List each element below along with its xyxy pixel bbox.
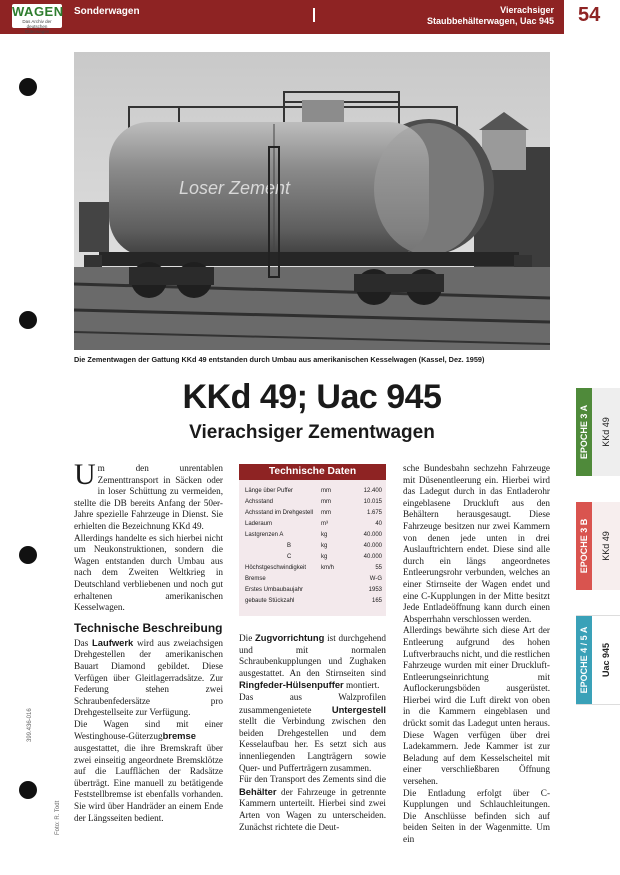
row-label: B bbox=[287, 543, 292, 549]
behaelter-paragraph bbox=[239, 774, 386, 833]
logo-text: WAGEN bbox=[12, 4, 64, 19]
row-label: gebaute Stückzahl bbox=[245, 598, 295, 604]
row-label: C bbox=[287, 554, 292, 560]
bremse-paragraph bbox=[74, 719, 223, 824]
epoch-value: KKd 49 bbox=[601, 417, 611, 447]
text-run: Das bbox=[74, 637, 93, 648]
page-number: 54 bbox=[578, 4, 601, 26]
table-row bbox=[245, 499, 382, 509]
text-run: stellt die Verbindung zwischen den beiden Drehgestellen und dem Kesselaufbau her. Es setzt sich aus innenliegenden Langträgern sowie Quer- und Pufferträgern zusammen. bbox=[239, 716, 386, 773]
epoch-label: EPOCHE 3 A bbox=[579, 404, 589, 460]
photo-caption: Die Zementwagen der Gattung KKd 49 entstanden durch Umbau aus amerikanischen Kesselwagen (Kassel, Dez. 1959) bbox=[74, 355, 485, 364]
tank-lettering: Loser Zement bbox=[179, 178, 291, 198]
row-label: Laderaum bbox=[245, 521, 273, 527]
row-unit: mm bbox=[321, 499, 331, 505]
drop-cap: U bbox=[74, 458, 96, 491]
paragraph: sche Bundesbahn sechzehn Fahrzeuge mit Düsenentleerung ein. Hierbei wird das Ladegut durch in das Entladerohr eingeblasene Druckluft aus den Behältern herausgesaugt. Diese Fahrzeuge besitzen nur zwei Kammern von denen jede unten in drei Auslauftrichtern endet. Diese sind alle durch ein längs angeordnetes Entleerungsrohr verbunden, welches an einer Stirnseite der Wagen endet und eine C-Kupplungen in der Mitte besitzt Jede Entladeöffnung kann durch einen Absperrhahn verschlossen werden. bbox=[403, 463, 550, 624]
row-label: Achsstand bbox=[245, 499, 274, 505]
bold-term: Laufwerk bbox=[92, 636, 134, 648]
row-label: Lastgrenzen A bbox=[245, 532, 284, 538]
catalog-code: 399.436-016 bbox=[27, 708, 33, 742]
intro-paragraph bbox=[74, 458, 223, 533]
epoch-tab-3a[interactable] bbox=[576, 388, 620, 476]
table-row bbox=[245, 488, 382, 498]
section-title: Sonderwagen bbox=[74, 6, 140, 17]
row-unit: km/h bbox=[321, 565, 335, 571]
bold-term: Behälter bbox=[239, 785, 277, 797]
untergestell-paragraph bbox=[239, 692, 386, 774]
row-label: Bremse bbox=[245, 576, 266, 582]
row-unit: kg bbox=[321, 532, 328, 538]
text-run: ist durchgehend und mit normalen Schraubenkupplungen und Zughaken ausgestattet. An den Stirnseiten sind bbox=[239, 633, 386, 678]
intro-paragraph-2: Allerdings handelte es sich hierbei nicht um Neukonstruktionen, sondern die Wagen entstanden durch Umbau aus nach dem Zweiten Weltkrieg in Deutschland verbliebenen und noch gut erhaltenen amerikanischen Kesselwagen. bbox=[74, 532, 223, 613]
header-right-line1: Vierachsiger bbox=[500, 5, 554, 15]
row-value: 40 bbox=[375, 521, 382, 527]
table-row bbox=[245, 565, 382, 575]
text-run: Das aus Walzprofilen zusammengenietete bbox=[239, 691, 386, 715]
row-value: 40.000 bbox=[363, 532, 382, 538]
row-unit: m³ bbox=[321, 521, 328, 527]
page-header bbox=[0, 0, 620, 34]
bold-term: Ringfeder-Hülsenpuffer bbox=[239, 679, 344, 691]
epoch-tab-3b[interactable] bbox=[576, 502, 620, 590]
table-row bbox=[245, 521, 382, 531]
row-value: W-G bbox=[369, 576, 382, 582]
epoch-value: KKd 49 bbox=[601, 531, 611, 561]
epoch-accent bbox=[576, 616, 592, 704]
epoch-label: EPOCHE 4 / 5 A bbox=[579, 626, 589, 694]
text-run: Die bbox=[239, 633, 256, 643]
wagon-photo bbox=[74, 52, 550, 350]
epoch-accent bbox=[576, 388, 592, 476]
row-value: 55 bbox=[375, 565, 382, 571]
photo-credit: Foto: R. Todt bbox=[55, 800, 61, 835]
table-row bbox=[245, 543, 382, 553]
table-row bbox=[245, 598, 382, 608]
binder-hole bbox=[19, 546, 37, 564]
paragraph: Allerdings bewährte sich diese Art der Entleerung aufgrund des hohen Luftverbrauchs nicht, und die restlichen Fahrzeuge wurden mit einer Druckluft-Entleerungseinrichtung mit Auflockerungsböden ausgerüstet. Hierbei wird die Luft direkt von oben in die Kammern eingeblasen und drückt somit das Ladegut unten heraus. Diese Wagen verfügen über drei Ladekammern. Jede Kammer ist zur Beladung auf dem Kesselscheitel mit einer verschließbaren Öffnung versehen. bbox=[403, 625, 550, 787]
row-value: 10.015 bbox=[363, 499, 382, 505]
row-value: 40.000 bbox=[363, 543, 382, 549]
row-label: Länge über Puffer bbox=[245, 488, 293, 494]
text-run: Die Wagen sind mit einer Westinghouse-Güterzug bbox=[74, 718, 223, 742]
row-value: 1.675 bbox=[366, 510, 382, 516]
epoch-label: EPOCHE 3 B bbox=[579, 518, 589, 574]
row-unit: mm bbox=[321, 510, 331, 516]
text-run: der Fahrzeuge in getrennte Kammern unterteilt. Hierbei sind zwei Arten von Wagen zu unterscheiden. Zunächst richtete die Deut- bbox=[239, 786, 386, 832]
table-row bbox=[245, 576, 382, 586]
row-value: 40.000 bbox=[363, 554, 382, 560]
row-value: 1953 bbox=[368, 587, 382, 593]
text-run: Für den Transport des Zements sind die bbox=[239, 774, 386, 785]
zugvorrichtung-paragraph bbox=[239, 632, 386, 692]
binder-hole bbox=[19, 311, 37, 329]
bold-term: Untergestell bbox=[331, 703, 386, 715]
text-column-3 bbox=[403, 463, 550, 846]
header-right-line2: Staubbehälterwagen, Uac 945 bbox=[426, 16, 554, 26]
row-unit: kg bbox=[321, 543, 328, 549]
text-run: ausgestattet, die ihre Bremskraft über zwei einseitig angeordnete Bremsklötze auf die Laufflächen der Radsätze überträgt. Eine manuell zu betätigende Feststellbremse ist ebenfalls vorhanden. Sie wird über Handräder an einem Ende der Längsseiten bedient. bbox=[74, 743, 223, 823]
table-row bbox=[245, 532, 382, 542]
intro-text: m den unrentablen Zementtransport in Säcken oder in loser Schüttung zu vermeiden, stellte die DB bereits Anfang der 50er-Jahre spezielle Fahrzeuge in Dienst. Sie erhielten die Bezeichnung KKd 49. bbox=[74, 463, 223, 531]
section-heading: Technische Beschreibung bbox=[74, 620, 223, 635]
bold-term: bremse bbox=[162, 730, 196, 742]
logo-subtitle: Das Archiv der deutschen Güterwagen bbox=[22, 19, 52, 34]
table-row bbox=[245, 510, 382, 520]
row-unit: mm bbox=[321, 488, 331, 494]
table-row bbox=[245, 554, 382, 564]
row-label: Erstes Umbaubaujahr bbox=[245, 587, 304, 593]
technical-data-title: Technische Daten bbox=[239, 464, 386, 480]
paragraph: Die Entladung erfolgt über C-Kupplungen und Schlauchleitungen. Die Anschlüsse befinden sich auf beiden Seiten in der Wagenmitte. Um ein bbox=[403, 787, 550, 844]
table-row bbox=[245, 587, 382, 597]
bold-term: Zugvorrichtung bbox=[255, 632, 325, 643]
page-number-box bbox=[561, 0, 620, 34]
row-label: Achsstand im Drehgestell bbox=[245, 510, 314, 516]
binder-hole bbox=[19, 78, 37, 96]
wagen-logo bbox=[12, 4, 64, 34]
row-unit: kg bbox=[321, 554, 328, 560]
epoch-tab-4-5a[interactable] bbox=[576, 615, 620, 705]
page-subtitle: Vierachsiger Zementwagen bbox=[189, 422, 435, 443]
epoch-accent bbox=[576, 502, 592, 590]
text-run: wird aus zweiachsigen Drehgestellen der amerikanischen Bauart Diamond gebildet. Diese Verfügen über Gleitlagerradsätze. Zur Federung stehen zwei Schraubenfedersätze pro Drehgestellseite zur Verfügung. bbox=[74, 637, 223, 718]
row-value: 12.400 bbox=[363, 488, 382, 494]
page-title: KKd 49; Uac 945 bbox=[182, 378, 442, 416]
epoch-value: Uac 945 bbox=[601, 642, 611, 678]
laufwerk-paragraph bbox=[74, 637, 223, 719]
text-column-1 bbox=[74, 458, 223, 824]
text-column-2 bbox=[239, 632, 386, 833]
row-value: 165 bbox=[371, 598, 382, 604]
text-run: montiert. bbox=[343, 680, 380, 691]
row-label: Höchstgeschwindigkeit bbox=[245, 565, 307, 571]
technical-data-box bbox=[239, 464, 386, 616]
header-divider bbox=[313, 8, 315, 22]
binder-hole bbox=[19, 781, 37, 799]
